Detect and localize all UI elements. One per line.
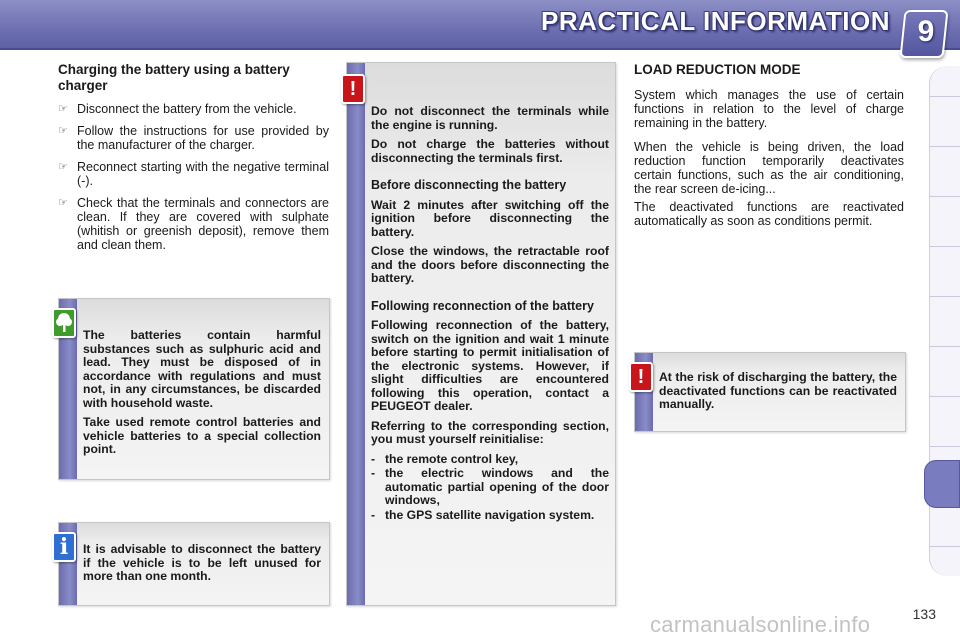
left-column — [55, 62, 329, 260]
right-column — [634, 62, 904, 238]
warning-text: Close the windows, the retractable roof and the doors before disconnecting the battery. — [371, 244, 609, 285]
warning-text: Referring to the corresponding section, you must yourself reinitialise: — [371, 418, 609, 446]
info-note-text: It is advisable to disconnect the battery if the vehicle is to be left unused for more than one month. — [83, 542, 321, 583]
info-note-box — [58, 522, 330, 606]
section-title: LOAD REDUCTION MODE — [634, 62, 801, 77]
warning-text: Following reconnection of the battery, switch on the ignition and wait 1 minute before starting to permit initialisation of the electronic systems. However, if slight difficulties are encountered following this operation, contact a PEUGEOT dealer. — [371, 318, 609, 413]
subheading: Before disconnecting the battery — [371, 178, 567, 192]
list-item: ☞ Reconnect starting with the negative terminal (-). — [58, 160, 329, 188]
description-text: The deactivated functions are reactivated automatically as soon as conditions permit. — [634, 200, 904, 228]
pointing-hand-icon: ☞ — [58, 125, 68, 137]
tree-icon — [52, 308, 76, 338]
battery-warning-box — [346, 62, 616, 606]
load-reduction-warning-box — [634, 352, 906, 432]
pointing-hand-icon: ☞ — [58, 161, 68, 173]
section-title: Charging the battery using a battery charger — [58, 62, 290, 93]
instruction-list — [55, 102, 329, 252]
page-number: 133 — [912, 606, 936, 622]
warning-text: At the risk of discharging the battery, the deactivated functions can be reactivated manually. — [659, 370, 897, 411]
page-title: PRACTICAL INFORMATION — [541, 6, 890, 36]
environment-note-box — [58, 298, 330, 480]
reinitialise-list — [371, 453, 609, 523]
warning-icon: ! — [341, 74, 365, 104]
list-item: ☞ Disconnect the battery from the vehicle. — [58, 102, 297, 116]
list-item: ☞ Check that the terminals and connectors are clean. If they are covered with sulphate (whitish or greenish deposit), remove them and clean them. — [58, 196, 329, 252]
warning-text: Do not charge the batteries without disconnecting the terminals first. — [371, 137, 609, 165]
active-chapter-tab[interactable] — [924, 460, 960, 508]
chapter-number: 9 — [917, 15, 935, 48]
warning-text: Wait 2 minutes after switching off the ignition before disconnecting the battery. — [371, 197, 609, 239]
warning-text: Do not disconnect the terminals while the engine is running. — [371, 104, 609, 132]
info-icon: i — [52, 532, 76, 562]
pointing-hand-icon: ☞ — [58, 103, 68, 115]
subheading: Following reconnection of the battery — [371, 298, 594, 313]
list-item: - the GPS satellite navigation system. — [371, 507, 595, 522]
list-item: - the remote control key, — [371, 451, 519, 466]
list-item: ☞ Follow the instructions for use provided by the manufacturer of the charger. — [58, 124, 329, 152]
warning-icon: ! — [629, 362, 653, 392]
description-text: When the vehicle is being driven, the load reduction function temporarily deactivates certain functions, such as the air conditioning, the rear screen de-icing... — [634, 140, 904, 196]
list-item: - the electric windows and the automatic partial opening of the door windows, — [371, 466, 609, 507]
collection-point-text: Take used remote control batteries and vehicle batteries to a special collection point. — [83, 415, 321, 456]
watermark: carmanualsonline.info — [650, 612, 871, 637]
pointing-hand-icon: ☞ — [58, 197, 68, 209]
description-text: System which manages the use of certain functions in relation to the level of charge remaining in the battery. — [634, 88, 904, 130]
environment-note-text: The batteries contain harmful substances such as sulphuric acid and lead. They must be disposed of in accordance with regulations and must not, in any circumstances, be discarded with household waste. — [83, 328, 321, 410]
